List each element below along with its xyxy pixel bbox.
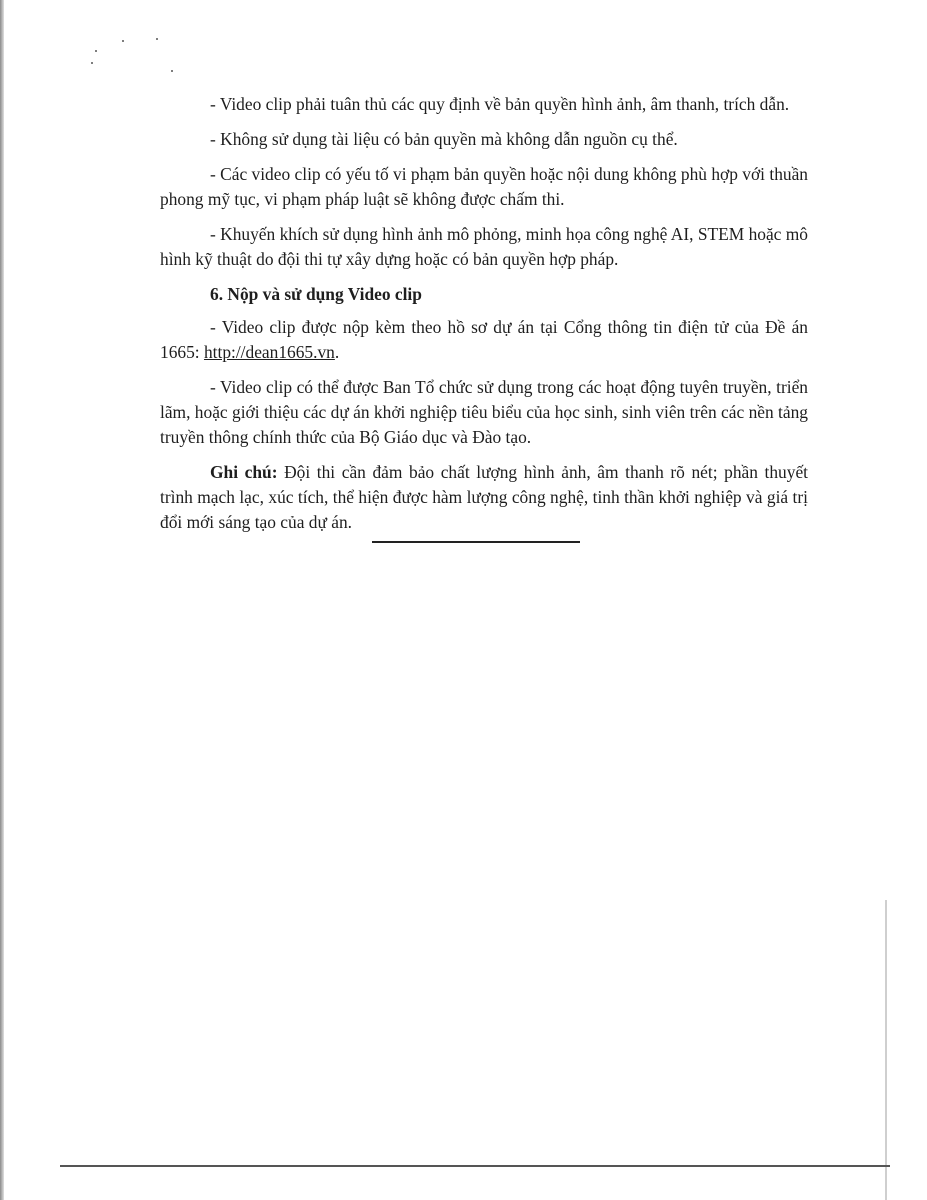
- paragraph-submission: [160, 315, 808, 365]
- paragraph-usage: - Video clip có thể được Ban Tổ chức sử dụng trong các hoạt động tuyên truyền, triển lãm, hoặc giới thiệu các dự án khởi nghiệp tiêu biểu của học sinh, sinh viên trên các nền tảng truyền thông chính thức của Bộ Giáo dục và Đào tạo.: [160, 377, 808, 447]
- submission-text-end: .: [334, 342, 340, 362]
- paragraph-violation-disqualification: - Các video clip có yếu tố vi phạm bản quyền hoặc nội dung không phù hợp với thuần phong mỹ tục, vi phạm pháp luật sẽ không được chấm thi.: [160, 164, 808, 209]
- portal-link[interactable]: http://dean1665.vn: [203, 342, 335, 362]
- paragraph-no-uncited-material: - Không sử dụng tài liệu có bản quyền mà không dẫn nguồn cụ thể.: [210, 129, 678, 149]
- submission-text: - Video clip được nộp kèm theo hồ sơ dự án tại Cổng thông tin điện tử của Đề án 1665:: [160, 317, 808, 362]
- document-body: [160, 92, 808, 545]
- note-paragraph: [160, 460, 808, 535]
- end-divider: [372, 541, 580, 543]
- scan-speck: [171, 70, 173, 72]
- scan-bottom-line: [60, 1165, 890, 1167]
- paragraph-encouraged-visuals: - Khuyến khích sử dụng hình ảnh mô phỏng, minh họa công nghệ AI, STEM hoặc mô hình kỹ thuật do đội thi tự xây dựng hoặc có bản quyền hợp pháp.: [160, 224, 808, 269]
- paragraph-copyright-rules: - Video clip phải tuân thủ các quy định về bản quyền hình ảnh, âm thanh, trích dẫn.: [210, 94, 790, 114]
- scan-speck: [91, 62, 93, 64]
- section-heading: 6. Nộp và sử dụng Video clip: [210, 284, 422, 304]
- note-label: Ghi chú:: [210, 462, 278, 482]
- scan-right-edge: [885, 900, 887, 1200]
- scan-left-edge: [0, 0, 4, 1200]
- note-text: Đội thi cần đảm bảo chất lượng hình ảnh, âm thanh rõ nét; phần thuyết trình mạch lạc, xúc tích, thể hiện được hàm lượng công nghệ, tinh thần khởi nghiệp và giá trị đổi mới sáng tạo của dự án.: [160, 462, 808, 532]
- scan-speck: [156, 38, 158, 40]
- scan-speck: [95, 50, 97, 52]
- scan-speck: [122, 40, 124, 42]
